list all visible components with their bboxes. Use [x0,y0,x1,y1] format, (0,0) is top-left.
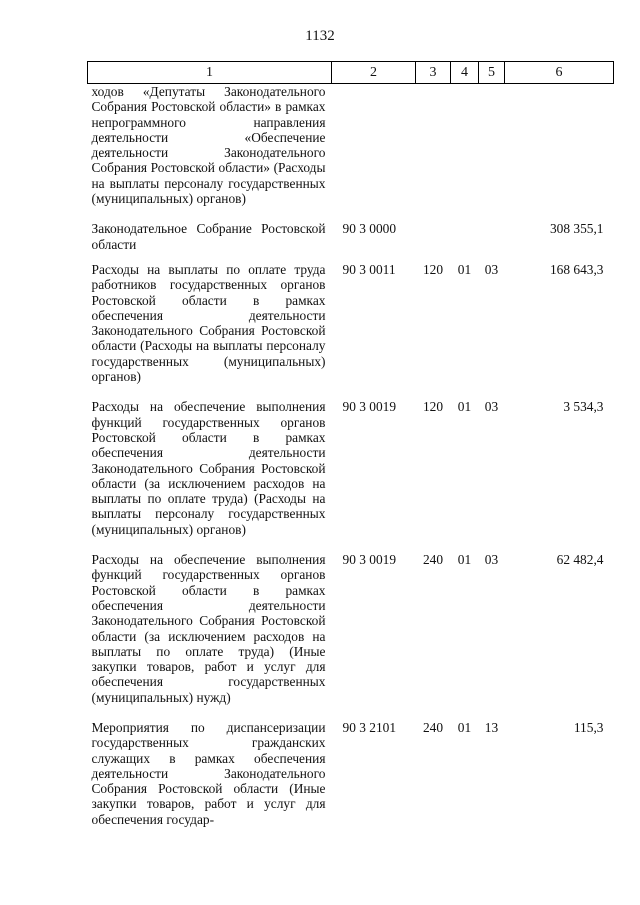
row-sum: 62 482,4 [556,552,604,568]
header-row [88,62,614,84]
table-row [88,384,614,537]
row-code: 90 3 0000 [342,221,397,237]
table-row [88,252,614,384]
column-header-6: 6 [505,62,614,84]
row-vr [416,206,451,252]
row-vr: 120 [422,261,444,277]
column-header-4: 4 [451,62,479,84]
row-code [332,84,416,207]
row-description: Расходы на выплаты по оплате труда работников государственных органов Ростовской области в рамках обеспечения деятельности Законодательного Собрания Ростовской области (Расходы на выплаты персоналу государственных (муниципальных) органов) [91,261,326,385]
column-header-5: 5 [479,62,505,84]
page-number: 1132 [305,28,335,44]
row-code: 90 3 0019 [342,552,397,568]
row-description: Расходы на обеспечение выполнения функций государственных органов Ростовской области в рамках обеспечения деятельности Законодательного Собрания Ростовской области (за исключением расходов на выплаты по оплате труда) (Расходы на выплаты персоналу государственных (муниципальных) органов) [91,399,326,537]
row-vr [416,84,451,207]
row-sum: 3 534,3 [563,399,604,415]
row-description: ходов «Депутаты Законодательного Собрания Ростовской области» в рамках непрограммного направления деятельности «Обеспечение деятельности Законодательного Собрания Ростовской области» (Расходы на выплаты персоналу государственных (муниципальных) органов) [91,84,326,207]
column-header-1: 1 [88,62,332,84]
table-row [88,705,614,827]
row-description: Расходы на обеспечение выполнения функций государственных органов Ростовской области в рамках обеспечения деятельности Законодательного Собрания Ростовской области (за исключением расходов на выплаты по оплате труда) (Иные закупки товаров, работ и услуг для обеспечения государственных (муниципальных) нужд) [91,552,326,705]
row-description: Мероприятия по диспансеризации государственных гражданских служащих в рамках обеспечения деятельности Законодательного Собрания Ростовской области (Иные закупки товаров, работ и услуг для обеспечения государ- [91,719,326,827]
row-code: 90 3 2101 [342,719,397,735]
row-code: 90 3 0019 [342,399,397,415]
table-row [88,84,614,207]
budget-table [87,61,614,827]
row-sum: 168 643,3 [549,261,604,277]
column-header-3: 3 [416,62,451,84]
row-rz: 01 [457,552,472,568]
row-pr: 13 [484,719,499,735]
row-rz: 01 [457,261,472,277]
row-sum: 115,3 [573,719,604,735]
row-rz [451,206,479,252]
row-pr: 03 [484,399,499,415]
row-vr: 240 [422,552,444,568]
row-pr: 03 [484,552,499,568]
row-vr: 120 [422,399,444,415]
table-row [88,537,614,705]
row-pr [479,84,505,207]
row-pr: 03 [484,261,499,277]
row-rz: 01 [457,399,472,415]
table-row [88,206,614,252]
column-header-2: 2 [332,62,416,84]
row-rz: 01 [457,719,472,735]
row-sum: 308 355,1 [549,221,604,237]
row-sum [505,84,614,207]
row-description: Законодательное Собрание Ростовской области [91,221,326,252]
row-code: 90 3 0011 [342,261,396,277]
row-rz [451,84,479,207]
row-vr: 240 [422,719,444,735]
row-pr [479,206,505,252]
